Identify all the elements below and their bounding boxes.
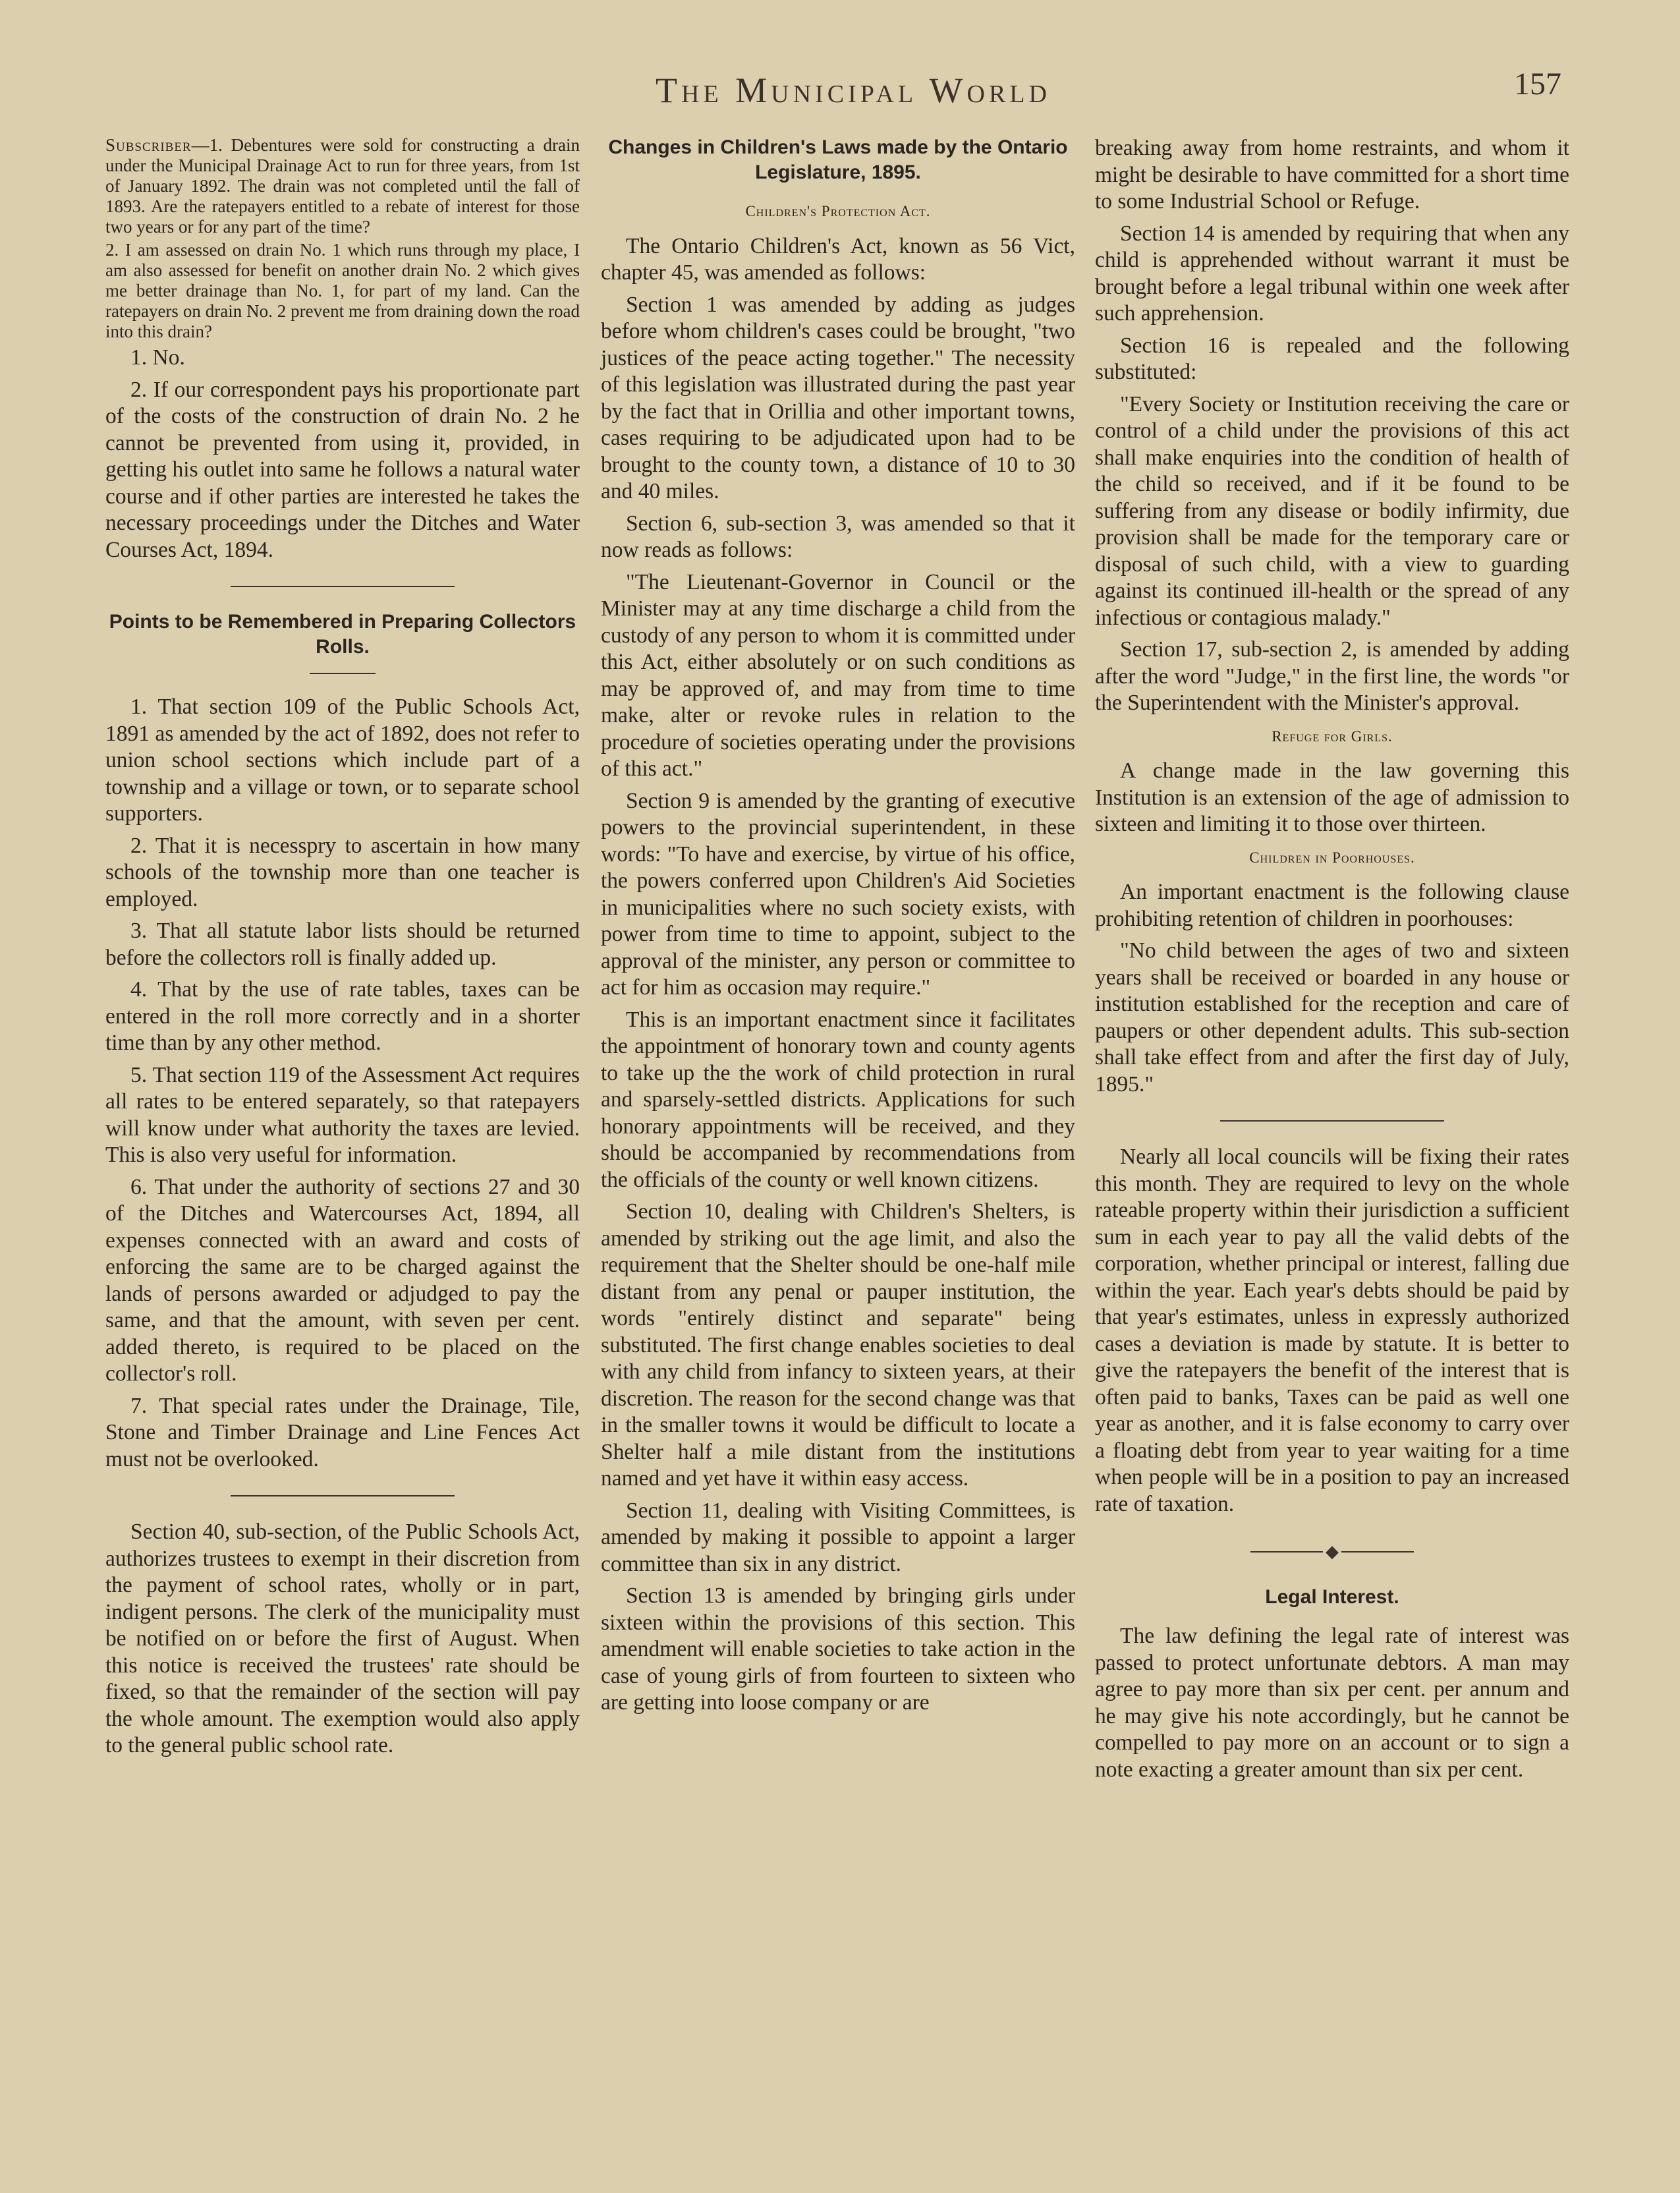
article-paragraph: Section 9 is amended by the granting of executive powers to the provincial superintendent, in these words: "To have and exercise, by virtue of his office, the powers conferred upon Children's Aid Societies in municipalities where no such society exists, with power from time to time to appoint, subject to the approval of the minister, any person or committee to act for him as occasion may require.": [601, 788, 1075, 1000]
poorhouses-paragraph: An important enactment is the following clause prohibiting retention of children in poorhouses:: [1095, 880, 1569, 931]
column-right: [1095, 135, 1569, 1788]
question-1: —1. Debentures were sold for constructing a drain under the Municipal Drainage Act to run for three years, from 1st of January 1892. The drain was not completed until the fall of 1893. Are the ratepayers entitled to a rebate of interest for those two years or for any part of the time?: [105, 135, 580, 237]
subscriber-question: [105, 135, 580, 342]
point-3: 3. That all statute labor lists should be returned before the collectors roll is finally added up.: [105, 919, 580, 970]
column-left: [105, 135, 580, 1765]
section-divider: [231, 586, 455, 587]
refuge-subhead: Refuge for Girls.: [1272, 727, 1393, 745]
page-header: [105, 66, 1601, 119]
answer-1: 1. No.: [130, 345, 185, 370]
childrens-laws-heading: Changes in Children's Laws made by the Ontario Legislature, 1895.: [608, 136, 1068, 183]
column-middle: [601, 135, 1075, 1722]
point-7: 7. That special rates under the Drainage, Tile, Stone and Timber Drainage and Line Fences Act must not be overlooked.: [105, 1393, 580, 1471]
article-paragraph: Section 13 is amended by bringing girls under sixteen within the provisions of this section. This amendment will enable societies to take action in the case of young girls of from fourteen to sixteen who are getting into loose company or are: [601, 1583, 1075, 1715]
rates-paragraph: Nearly all local councils will be fixing their rates this month. They are required to levy on the whole rateable property within their jurisdiction a sufficient sum in each year to pay all the valid debts of the corporation, whether principal or interest, falling due within the year. Each year's debts should be paid by that year's estimates, unless in expressly authorized cases a deviation is made by statute. It is better to give the ratepayers the benefit of the interest that is often paid to banks, Taxes can be paid as well one year as another, and it is false economy to carry over a floating debt from year to year waiting for a time when people will be in a position to pay an increased rate of taxation.: [1095, 1145, 1569, 1516]
article-paragraph: Section 16 is repealed and the following substituted:: [1095, 333, 1569, 384]
point-2: 2. That it is necesspry to ascertain in how many schools of the township more than one teacher is employed.: [105, 833, 580, 911]
article-paragraph: This is an important enactment since it facilitates the appointment of honorary town and county agents to take up the the work of child protection in rural and sparsely-settled districts. Applications for such honorary appointments will be received, and they should be accompanied by recommendations from the officials of the county or well known citizens.: [601, 1007, 1075, 1192]
legal-interest-paragraph: The law defining the legal rate of interest was passed to protect unfortunate debtors. A man may agree to pay more than six per cent. per annum and he may give his note accordingly, but he cannot be compelled to pay more on an account or to sign a note exacting a greater amount than six per cent.: [1095, 1624, 1569, 1782]
protection-act-subhead: Children's Protection Act.: [745, 203, 931, 219]
page-number: 157: [1514, 67, 1561, 101]
heading-rule: [310, 673, 376, 674]
subscriber-label: Subscriber: [105, 135, 192, 155]
section-divider: [231, 1495, 455, 1496]
poorhouses-subhead: Children in Poorhouses.: [1249, 849, 1415, 866]
point-1: 1. That section 109 of the Public Schools Act, 1891 as amended by the act of 1892, does not refer to union school sections which include part of a township and a village or town, or to separate school supporters.: [105, 695, 580, 826]
article-paragraph: "Every Society or Institution receiving the care or control of a child under the provisions of this act shall make enquiries into the condition of health of the child so received, and if it be found to be suffering from any disease or bodily infirmity, due provision shall be made for the temporary care or disposal of such child, with a view to guarding against its continued ill-health or the spread of any infectious or contagious malady.": [1095, 391, 1569, 630]
article-paragraph: The Ontario Children's Act, known as 56 Vict, chapter 45, was amended as follows:: [601, 233, 1075, 285]
refuge-paragraph: A change made in the law governing this Institution is an extension of the age of admission to sixteen and limiting it to those over thirteen.: [1095, 758, 1569, 836]
masthead-title: The Municipal World: [656, 71, 1051, 110]
legal-interest-heading: Legal Interest.: [1265, 1586, 1399, 1609]
point-4: 4. That by the use of rate tables, taxes can be entered in the roll more correctly and in a shorter time than by any other method.: [105, 977, 580, 1055]
article-paragraph: Section 1 was amended by adding as judges before whom children's cases could be brought, "two justices of the peace acting together." The necessity of this legislation was illustrated during the past year by the fact that in Orillia and other important towns, cases requiring to be adjudicated upon had to be brought to the county town, a distance of 10 to 30 and 40 miles.: [601, 292, 1075, 503]
article-paragraph: Section 6, sub-section 3, was amended so that it now reads as follows:: [601, 511, 1075, 562]
point-5: 5. That section 119 of the Assessment Act requires all rates to be entered separately, so that ratepayers will know under what authority the taxes are levied. This is also very useful for information.: [105, 1062, 580, 1167]
article-paragraph: "The Lieutenant-Governor in Council or the Minister may at any time discharge a child from the custody of any person to whom it is committed under this Act, either absolutely or on such conditions as may be approved of, and may from time to time make, alter or revoke rules in relation to the procedure of societies operating under the provisions of this act.": [601, 569, 1075, 781]
section-40-paragraph: Section 40, sub-section, of the Public Schools Act, authorizes trustees to exempt in their discretion from the payment of school rates, wholly or in part, indigent persons. The clerk of the municipality must be notified on or before the first of August. When this notice is received the trustees' rate should be fixed, so that the remainder of the section will pay the whole amount. The exemption would also apply to the general public school rate.: [105, 1520, 580, 1757]
points-heading: Points to be Remembered in Preparing Collectors Rolls.: [109, 611, 576, 658]
section-divider: [1220, 1120, 1444, 1122]
answer-2: 2. If our correspondent pays his proportionate part of the costs of the construction of drain No. 2 he cannot be prevented from using it, provided, in getting his outlet into same he follows a natural water course and if other parties are interested he takes the necessary proceedings under the Ditches and Water Courses Act, 1894.: [105, 377, 580, 562]
point-6: 6. That under the authority of sections 27 and 30 of the Ditches and Watercourses Act, 1894, all expenses connected with an award and costs of enforcing the same are to be charged against the lands of persons awarded or adjudged to pay the same, and that the amount, with seven per cent. added thereto, is required to be placed on the collector's roll.: [105, 1174, 580, 1386]
article-paragraph: Section 14 is amended by requiring that when any child is apprehended without warrant it must be brought before a legal tribunal within one week after such apprehension.: [1095, 221, 1569, 326]
article-paragraph: Section 17, sub-section 2, is amended by adding after the word "Judge," in the first line, the words "or the Superintendent with the Minister's approval.: [1095, 637, 1569, 715]
ornamental-divider: ◆: [1095, 1537, 1569, 1565]
question-2: 2. I am assessed on drain No. 1 which runs through my place, I am also assessed for benefit on another drain No. 2 which gives me better drainage than No. 1, for part of my land. Can the ratepayers on drain No. 2 prevent me from draining down the road into this drain?: [105, 240, 580, 341]
article-paragraph: breaking away from home restraints, and whom it might be desirable to have committed for a short time to some Industrial School or Refuge.: [1095, 136, 1569, 214]
article-paragraph: Section 10, dealing with Children's Shelters, is amended by striking out the age limit, and also the requirement that the Shelter should be one-half mile distant from any penal or pauper institution, the words "entirely distinct and separate" being substituted. The first change enables societies to deal with any child from infancy to sixteen years, at their discretion. The reason for the second change was that in the smaller towns it would be difficult to locate a Shelter half a mile distant from the institutions named and yet have it within easy access.: [601, 1199, 1075, 1491]
article-paragraph: Section 11, dealing with Visiting Committees, is amended by making it possible to appoint a larger committee than six in any district.: [601, 1498, 1075, 1576]
poorhouses-quote: "No child between the ages of two and sixteen years shall be received or boarded in any house or institution established for the reception and care of paupers or other dependent adults. This sub-section shall take effect from and after the first day of July, 1895.": [1095, 938, 1569, 1096]
